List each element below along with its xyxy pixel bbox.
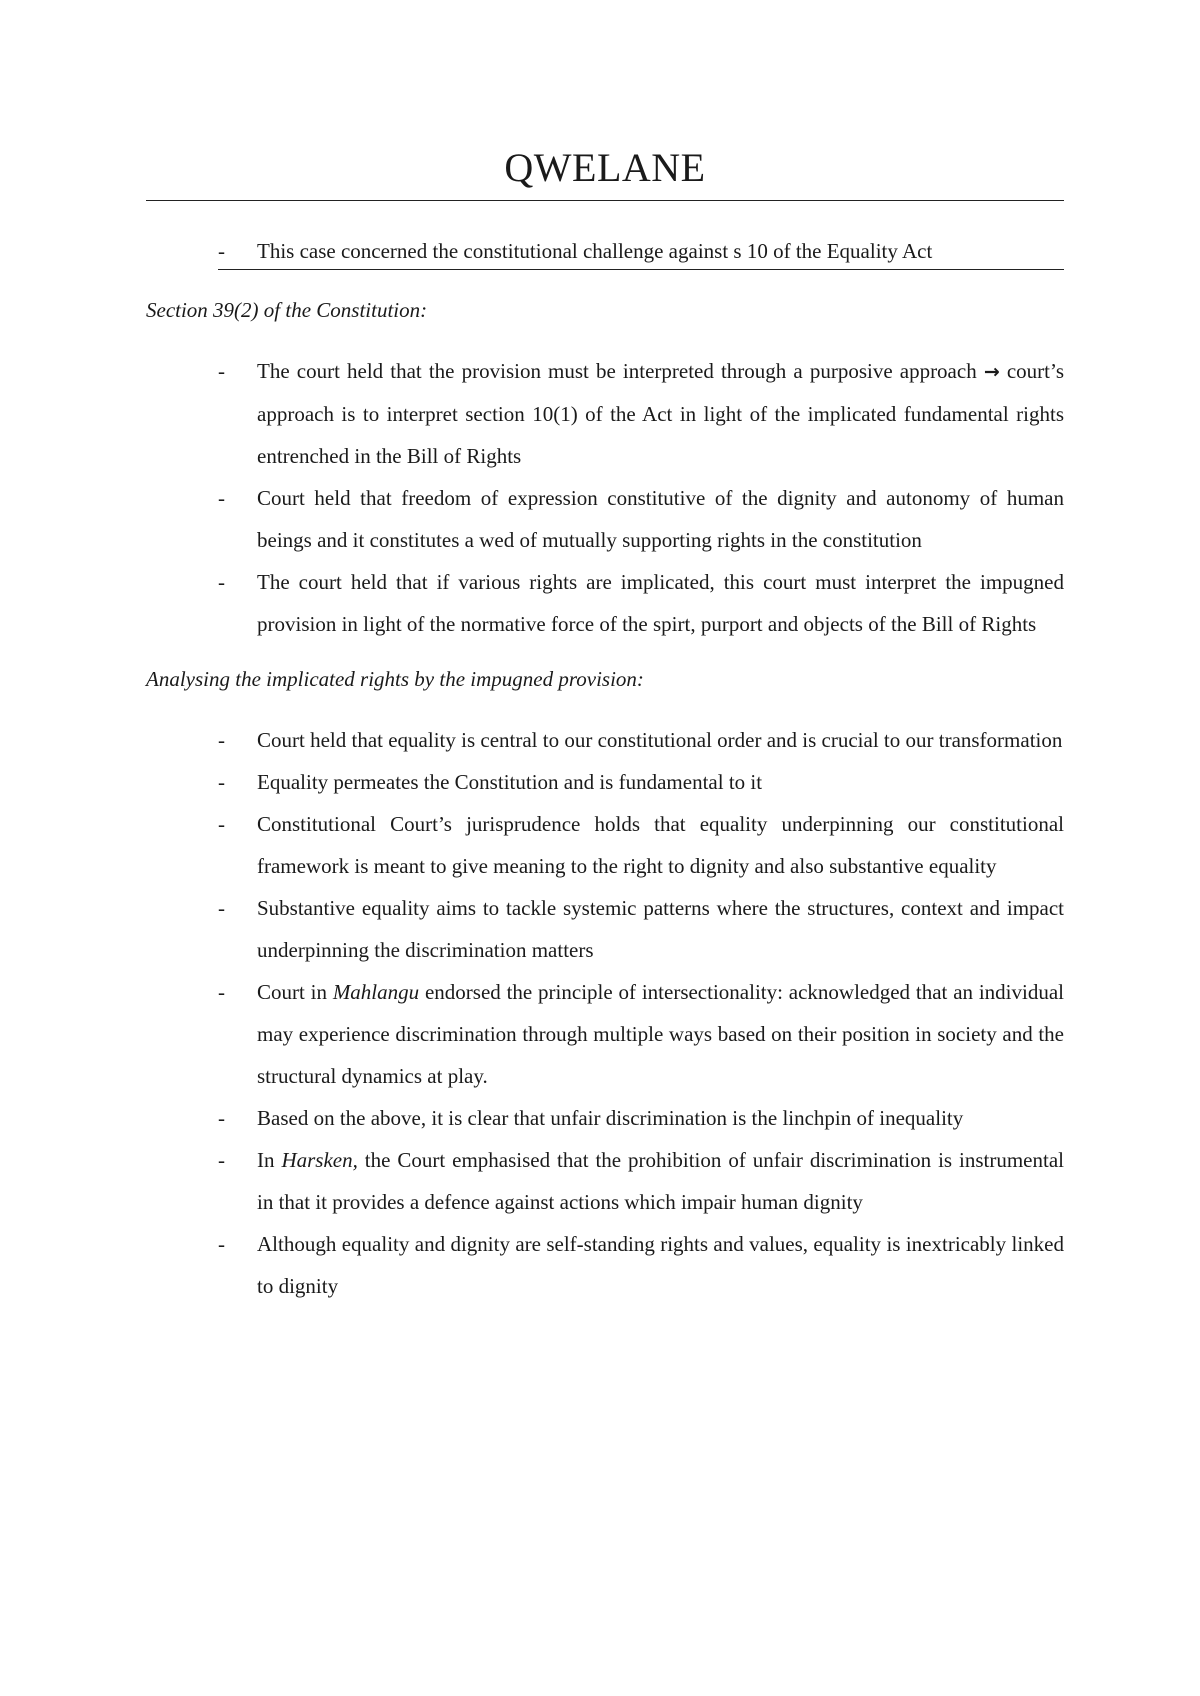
list-item [146, 887, 1064, 971]
list-item [146, 477, 1064, 561]
intro-item [146, 233, 1064, 270]
intro-text: This case concerned the constitutional challenge against s 10 of the Equality Act [257, 233, 1064, 270]
list-item [146, 1097, 1064, 1139]
list-item [146, 719, 1064, 761]
dash-bullet: - [218, 728, 225, 752]
list-item [146, 971, 1064, 1097]
arrow-right-icon: → [983, 361, 1000, 383]
list-item [146, 803, 1064, 887]
item-text: In [257, 1148, 282, 1172]
case-name-mahlangu: Mahlangu [332, 980, 420, 1004]
dash-bullet: - [218, 770, 225, 794]
section1-list [146, 350, 1064, 645]
dash-bullet: - [218, 486, 225, 510]
dash-bullet: - [218, 570, 225, 594]
dash-bullet: - [218, 896, 225, 920]
item-text: Court held that equality is central to our constitutional order and is crucial to our transformation [257, 728, 1063, 752]
case-name-harsken: Harsken, [281, 1148, 358, 1172]
intro-list [146, 233, 1064, 270]
item-text: endorsed the principle of intersectionality: acknowledged that an individual may experience discrimination through multiple ways based on their position in society and the structural dynamics at play. [257, 980, 1064, 1088]
dash-bullet: - [218, 1148, 225, 1172]
item-text: Although equality and dignity are self-standing rights and values, equality is inextricably linked to dignity [257, 1232, 1064, 1298]
item-text: Equality permeates the Constitution and is fundamental to it [257, 770, 763, 794]
item-text: court’s approach is to interpret section 10(1) of the Act in light of the implicated fundamental rights entrenched in the Bill of Rights [257, 359, 1064, 468]
item-text: Substantive equality aims to tackle systemic patterns where the structures, context and impact underpinning the discrimination matters [257, 896, 1064, 962]
dash-bullet: - [218, 233, 258, 270]
item-text: The court held that the provision must be interpreted through a purposive approach [257, 359, 984, 383]
section-heading-39-2: Section 39(2) of the Constitution: [146, 298, 428, 322]
dash-bullet: - [218, 812, 225, 836]
list-item [146, 561, 1064, 645]
list-item [146, 1223, 1064, 1307]
section2-list [146, 719, 1064, 1307]
section-heading-implicated-rights: Analysing the implicated rights by the impugned provision: [146, 667, 644, 691]
dash-bullet: - [218, 1106, 225, 1130]
list-item [146, 761, 1064, 803]
item-text: Court held that freedom of expression constitutive of the dignity and autonomy of human beings and it constitutes a wed of mutually supporting rights in the constitution [257, 486, 1064, 552]
list-item [146, 350, 1064, 477]
dash-bullet: - [218, 1232, 225, 1256]
item-text: the Court emphasised that the prohibition of unfair discrimination is instrumental in that it provides a defence against actions which impair human dignity [257, 1148, 1064, 1214]
dash-bullet: - [218, 980, 225, 1004]
document-page [146, 144, 1064, 1307]
list-item [146, 1139, 1064, 1223]
item-text: Court in [257, 980, 333, 1004]
item-text: Based on the above, it is clear that unfair discrimination is the linchpin of inequality [257, 1106, 964, 1130]
item-text: Constitutional Court’s jurisprudence holds that equality underpinning our constitutional framework is meant to give meaning to the right to dignity and also substantive equality [257, 812, 1064, 878]
document-title: QWELANE [146, 144, 1064, 201]
dash-bullet: - [218, 359, 225, 383]
item-text: The court held that if various rights are implicated, this court must interpret the impugned provision in light of the normative force of the spirt, purport and objects of the Bill of Rights [257, 570, 1064, 636]
